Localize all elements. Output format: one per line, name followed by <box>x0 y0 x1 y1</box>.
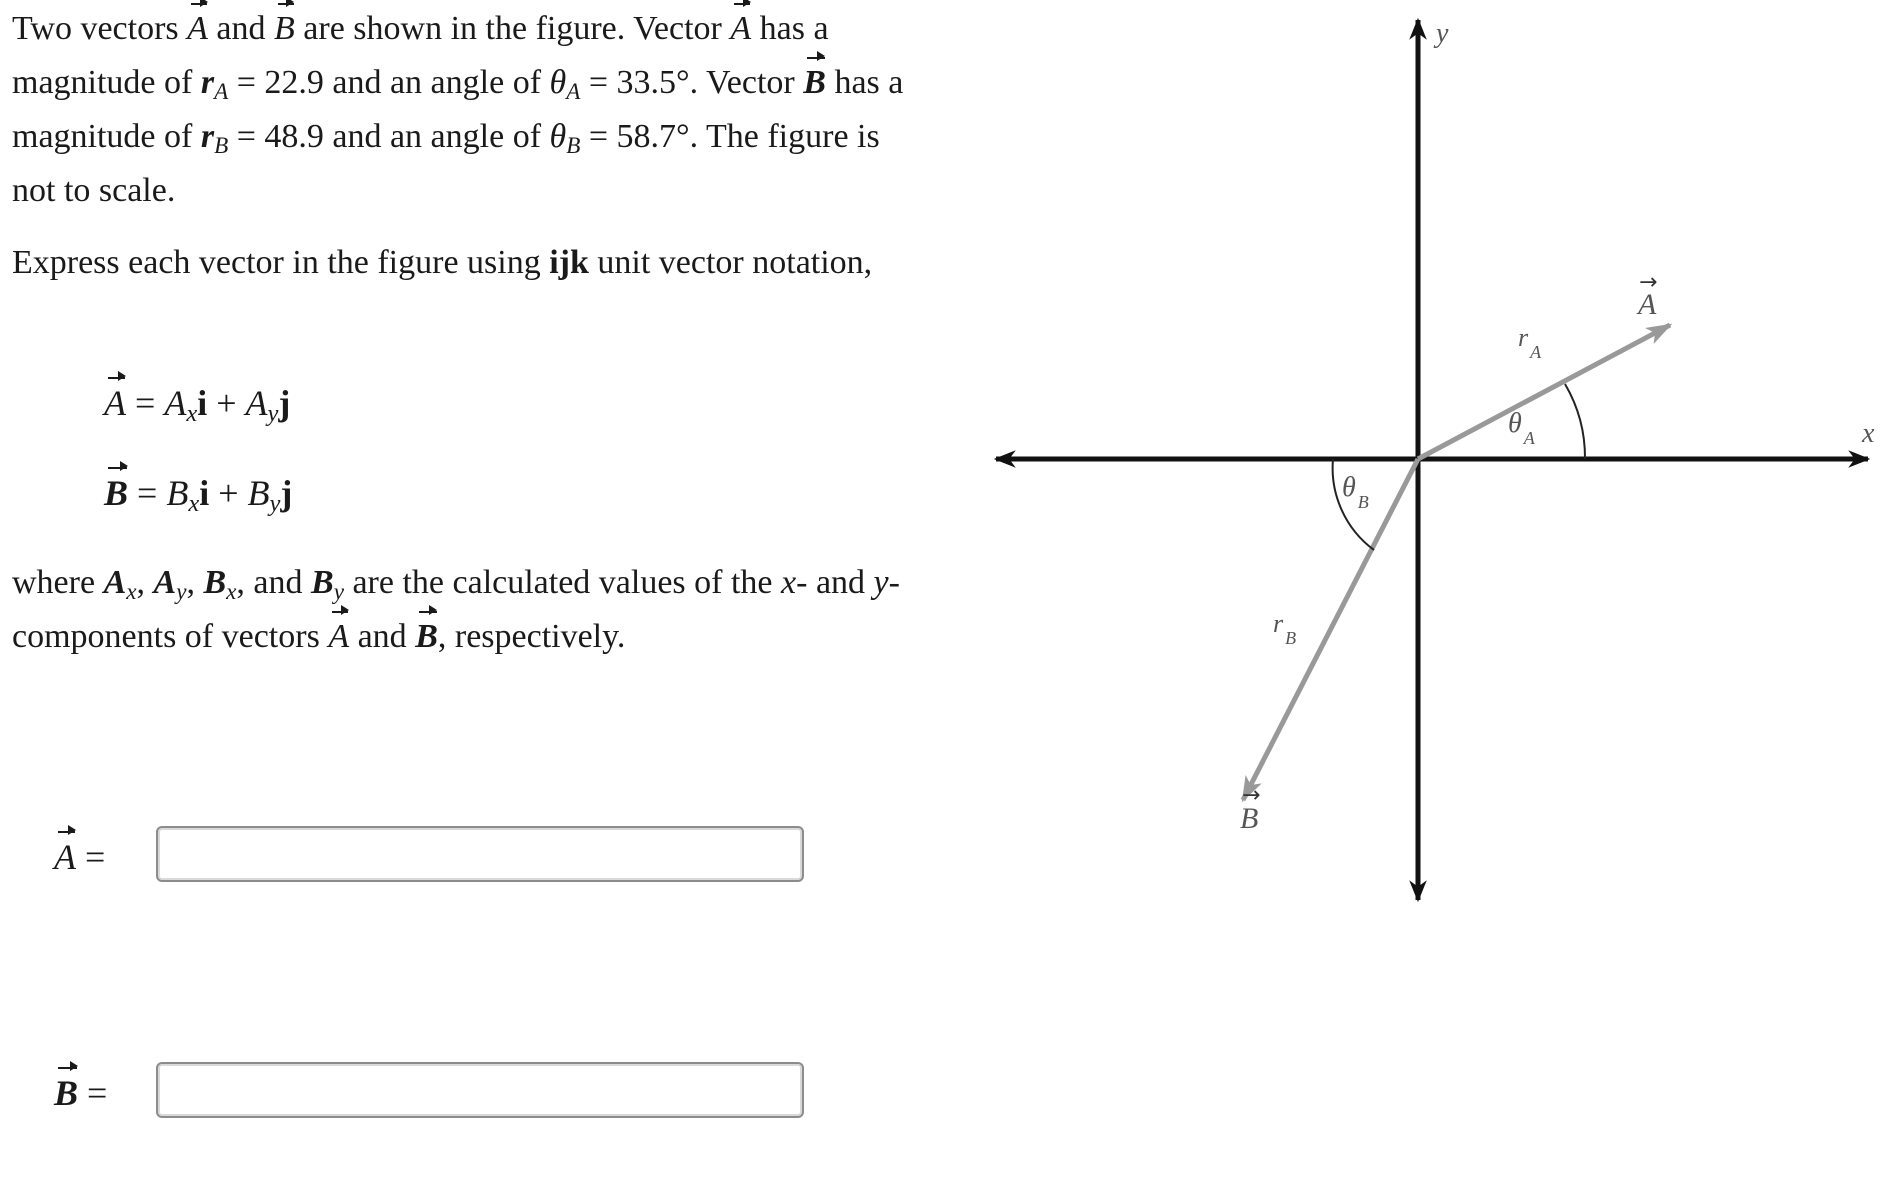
vector-a-symbol: A <box>104 376 126 430</box>
subscript-b: B <box>566 132 581 159</box>
vector-b-arrow <box>1243 459 1418 800</box>
x-axis-label: x <box>1862 418 1875 449</box>
equation-b <box>104 466 292 520</box>
component-by: B <box>311 564 334 601</box>
component-ax: A <box>103 564 127 601</box>
intro-text: Two vectors <box>12 10 188 47</box>
y-axis-label: y <box>1436 18 1449 49</box>
instruction-text: Express each vector in the figure using <box>12 244 550 281</box>
subscript-a: A <box>214 78 229 105</box>
angle-a-label: θ $_A$ <box>1508 408 1535 448</box>
equals-sign: = <box>76 837 106 877</box>
unit-vector-j: j <box>278 383 291 423</box>
angle-a-value: = 33.5°. Vector <box>580 64 804 101</box>
where-text: , respectively. <box>437 618 626 655</box>
where-text: are the calculated values of the <box>343 564 782 601</box>
vector-b-label-arrow: → <box>1242 783 1261 808</box>
subscript-x: x <box>188 490 200 518</box>
unit-vector-j: j <box>280 473 293 513</box>
angle-b-label: θ $_B$ <box>1342 472 1369 512</box>
answer-a-input[interactable] <box>156 826 804 882</box>
subscript-b: B <box>214 132 229 159</box>
where-text: where <box>12 564 104 601</box>
intro-text: and <box>207 10 275 47</box>
answer-b-input[interactable] <box>156 1062 804 1118</box>
subscript-a: A <box>566 78 581 105</box>
magnitude-b-label: r $_B$ <box>1273 609 1297 648</box>
intro-text: has a magnitude of <box>12 10 829 101</box>
unit-vector-i: i <box>197 383 208 423</box>
where-text: and <box>349 618 416 655</box>
angle-a-symbol: θ <box>549 64 567 101</box>
intro-text: are shown in the figure. Vector <box>294 10 731 47</box>
intro-text: has a magnitude of <box>12 64 904 155</box>
answer-a-label <box>54 830 105 884</box>
vector-a-label: A <box>1638 288 1657 321</box>
x-variable: x <box>781 564 797 601</box>
subscript-x: x <box>126 578 137 605</box>
problem-instruction <box>12 236 912 290</box>
subscript-y: y <box>267 400 279 428</box>
subscript-y: y <box>269 490 281 518</box>
answer-b-label <box>54 1066 107 1120</box>
magnitude-a-symbol: r <box>200 64 215 101</box>
vector-a-symbol: A <box>187 2 208 56</box>
angle-a-arc <box>1565 384 1585 459</box>
component-by: B <box>247 473 270 513</box>
problem-where-clause <box>12 556 912 664</box>
component-ax: A <box>164 383 187 423</box>
vector-figure <box>980 0 1880 920</box>
subscript-y: y <box>333 578 344 605</box>
where-text: - and <box>796 564 874 601</box>
separator: , <box>136 564 154 601</box>
vector-a-symbol: A <box>328 610 349 664</box>
equation-a <box>104 376 290 430</box>
magnitude-b-value: = 48.9 and an angle of <box>228 118 550 155</box>
subscript-x: x <box>186 400 198 428</box>
component-bx: B <box>203 564 227 601</box>
component-bx: B <box>166 473 189 513</box>
vector-b-symbol: B <box>803 56 826 110</box>
vector-a-arrow <box>1418 325 1670 459</box>
where-text: -components of vectors <box>12 564 900 655</box>
problem-intro <box>12 2 912 218</box>
angle-b-symbol: θ <box>549 118 567 155</box>
y-variable: y <box>873 564 889 601</box>
component-ay: A <box>245 383 268 423</box>
subscript-x: x <box>226 578 237 605</box>
subscript-y: y <box>176 578 187 605</box>
unit-vector-i: i <box>199 473 210 513</box>
separator: , <box>186 564 204 601</box>
equals-sign: = <box>128 473 167 513</box>
magnitude-a-value: = 22.9 and an angle of <box>228 64 550 101</box>
separator: , and <box>236 564 312 601</box>
plus-sign: + <box>207 383 246 423</box>
vector-b-symbol: B <box>104 466 128 520</box>
vector-b-symbol: B <box>54 1066 78 1120</box>
vector-a-label-arrow: → <box>1639 270 1658 295</box>
vector-b-symbol: B <box>274 2 295 56</box>
vector-a-symbol: A <box>54 830 76 884</box>
plus-sign: + <box>209 473 248 513</box>
instruction-text: unit vector notation, <box>588 244 873 281</box>
vector-b-symbol: B <box>415 610 438 664</box>
vector-b-label: B <box>1240 802 1259 835</box>
equals-sign: = <box>78 1073 108 1113</box>
component-ay: A <box>153 564 177 601</box>
vector-a-symbol: A <box>730 2 751 56</box>
angle-b-value: = 58.7°. The figure is not to scale. <box>12 118 880 209</box>
ijk-notation: ijk <box>549 244 589 281</box>
equals-sign: = <box>126 383 165 423</box>
magnitude-a-label: r $_A$ <box>1518 323 1542 362</box>
magnitude-b-symbol: r <box>200 118 215 155</box>
